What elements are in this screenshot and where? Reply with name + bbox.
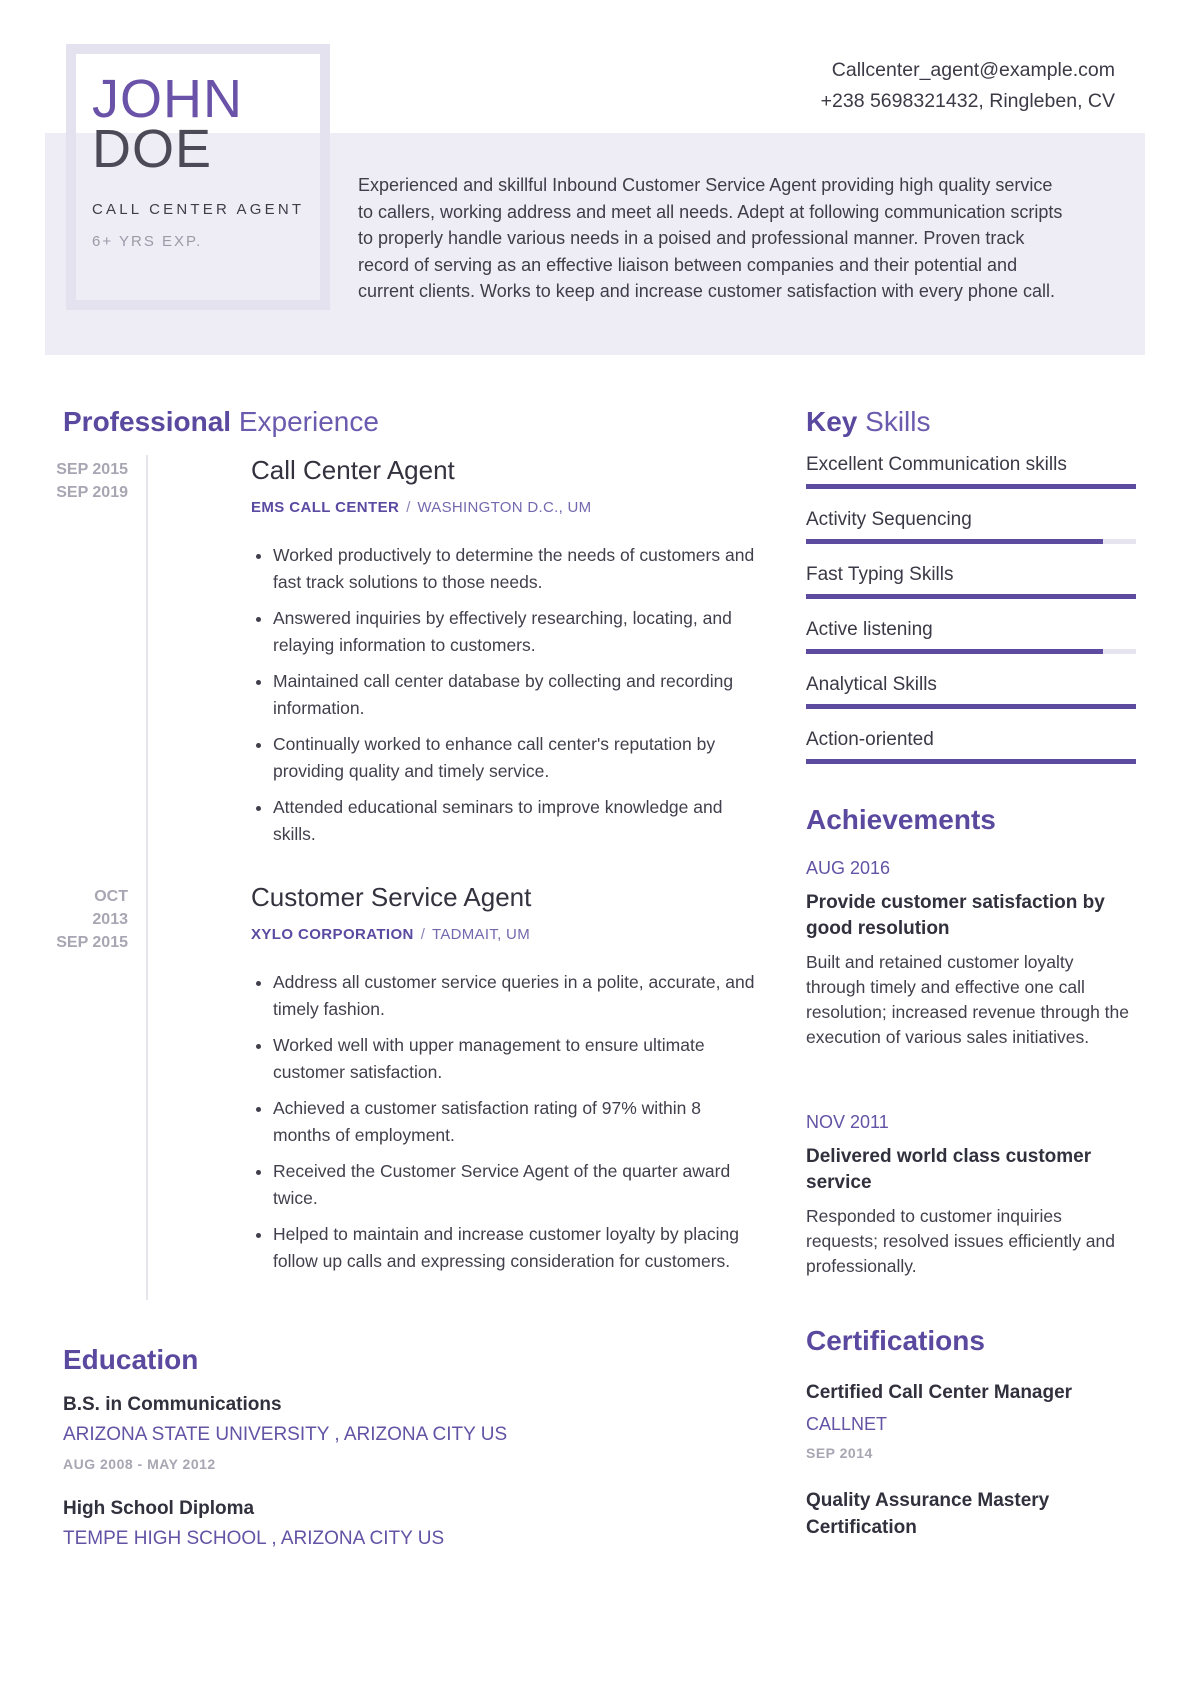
- job-subtitle: [251, 926, 756, 943]
- job-location: WASHINGTON D.C., UM: [417, 499, 592, 516]
- skill-bar: [806, 484, 1136, 489]
- certification-title: Quality Assurance Mastery Certification: [806, 1490, 1050, 1538]
- name-box: [66, 44, 330, 310]
- certifications-section-heading: Certifications: [806, 1325, 985, 1356]
- skill-bar: [806, 759, 1136, 764]
- job-bullet: • Attended educational seminars to improve knowledge and skills.: [273, 794, 756, 848]
- education-item-2: [63, 1498, 688, 1550]
- job-bullet: • Helped to maintain and increase customer loyalty by placing follow up calls and expressing consideration for customers.: [273, 1221, 756, 1275]
- summary-text: Experienced and skillful Inbound Customer Service Agent providing high quality service to callers, working address and meet all needs. Adept at following communication scripts to properly handle various needs in a poised and professional manner. Proven track record of serving as an effective liaison between companies and their potential and current clients. Works to keep and increase customer satisfaction with every phone call.: [358, 175, 1063, 301]
- first-name: JOHN: [92, 69, 243, 129]
- skill-item: [806, 509, 1136, 544]
- job-body: [128, 455, 756, 857]
- job-bullet: • Maintained call center database by collecting and recording information.: [273, 668, 756, 722]
- skill-label: Analytical Skills: [806, 674, 937, 695]
- job-separator: /: [406, 499, 411, 516]
- contact-phone-location: +238 5698321432, Ringleben, CV: [820, 90, 1115, 112]
- skill-bar: [806, 594, 1136, 599]
- education-dates: AUG 2008 - MAY 2012: [63, 1456, 216, 1472]
- achievement-description: Built and retained customer loyalty through timely and effective one call resolution; increased revenue through the execution of various sales initiatives.: [806, 952, 1129, 1047]
- job-date-start: OCT 2013: [92, 888, 128, 928]
- skills-section-heading: [806, 406, 1136, 438]
- skill-bar: [806, 649, 1136, 654]
- job-separator: /: [420, 926, 425, 943]
- skill-label: Fast Typing Skills: [806, 564, 954, 585]
- achievement-item-1: [806, 856, 1136, 1050]
- job-bullet-list: [251, 542, 756, 848]
- contact-email: Callcenter_agent@example.com: [831, 59, 1115, 81]
- skill-bar-fill: [806, 484, 1136, 489]
- job-title: Customer Service Agent: [251, 882, 532, 912]
- achievement-title: Provide customer satisfaction by good resolution: [806, 892, 1105, 939]
- skill-label: Action-oriented: [806, 729, 934, 750]
- achievement-date: NOV 2011: [806, 1112, 889, 1132]
- skills-heading-rest: Skills: [857, 406, 931, 437]
- job-entry-1: [55, 455, 756, 857]
- experience-badge: 6+ YRS EXP.: [92, 233, 203, 250]
- job-dates: [55, 455, 128, 857]
- job-date-end: SEP 2019: [56, 484, 128, 501]
- job-bullet: • Answered inquiries by effectively researching, locating, and relaying information to customers.: [273, 605, 756, 659]
- skill-item: [806, 564, 1136, 599]
- skill-list: [806, 454, 1136, 764]
- skill-bar-fill: [806, 759, 1136, 764]
- skills-heading-bold: Key: [806, 406, 858, 437]
- certification-title: Certified Call Center Manager: [806, 1382, 1073, 1403]
- certification-item-2: [806, 1487, 1136, 1541]
- achievement-description: Responded to customer inquiries requests; resolved issues efficiently and professionally.: [806, 1206, 1116, 1276]
- skill-bar-fill: [806, 594, 1136, 599]
- job-bullet: • Worked productively to determine the needs of customers and fast track solutions to those needs.: [273, 542, 756, 596]
- right-column: [806, 406, 1136, 1541]
- contact-block: [821, 55, 1115, 117]
- job-date-start: SEP 2015: [56, 461, 128, 478]
- job-location: TADMAIT, UM: [431, 926, 530, 943]
- skill-label: Active listening: [806, 619, 933, 640]
- achievement-title: Delivered world class customer service: [806, 1146, 1092, 1193]
- certification-date: SEP 2014: [806, 1445, 873, 1461]
- education-item-1: [63, 1394, 688, 1472]
- achievement-item-2: [806, 1110, 1136, 1279]
- skill-bar-fill: [806, 704, 1136, 709]
- education-degree: High School Diploma: [63, 1498, 255, 1519]
- education-section-heading: Education: [63, 1344, 199, 1375]
- job-dates: [55, 882, 128, 1284]
- role-title: CALL CENTER AGENT: [92, 201, 305, 218]
- experience-heading-rest: Experience: [231, 406, 379, 437]
- education-degree: B.S. in Communications: [63, 1394, 282, 1415]
- achievements-section-heading: Achievements: [806, 804, 996, 835]
- skill-bar-fill: [806, 649, 1103, 654]
- education-school: ARIZONA STATE UNIVERSITY , ARIZONA CITY US: [63, 1424, 508, 1445]
- job-company: EMS CALL CENTER: [251, 499, 400, 516]
- job-bullet: • Received the Customer Service Agent of the quarter award twice.: [273, 1158, 756, 1212]
- skill-label: Activity Sequencing: [806, 509, 972, 530]
- job-subtitle: [251, 499, 756, 516]
- job-bullet: • Address all customer service queries in a polite, accurate, and timely fashion.: [273, 969, 756, 1023]
- job-bullet: • Continually worked to enhance call center's reputation by providing quality and timely service.: [273, 731, 756, 785]
- candidate-name: [92, 69, 310, 179]
- job-bullet: • Achieved a customer satisfaction rating of 97% within 8 months of employment.: [273, 1095, 756, 1149]
- skill-item: [806, 619, 1136, 654]
- skill-item: [806, 729, 1136, 764]
- job-company: XYLO CORPORATION: [251, 926, 414, 943]
- job-title: Call Center Agent: [251, 455, 455, 485]
- experience-heading-bold: Professional: [63, 406, 232, 437]
- certification-issuer: CALLNET: [806, 1414, 888, 1434]
- skill-bar: [806, 539, 1136, 544]
- education-school: TEMPE HIGH SCHOOL , ARIZONA CITY US: [63, 1528, 445, 1549]
- certification-item-1: [806, 1379, 1136, 1461]
- job-date-end: SEP 2015: [56, 934, 128, 951]
- skill-item: [806, 674, 1136, 709]
- job-body: [128, 882, 756, 1284]
- last-name: DOE: [92, 119, 213, 179]
- job-entry-2: [55, 882, 756, 1284]
- education-section: [63, 1344, 688, 1550]
- skill-bar: [806, 704, 1136, 709]
- experience-section-heading: [63, 406, 379, 438]
- skill-bar-fill: [806, 539, 1103, 544]
- achievement-date: AUG 2016: [806, 858, 891, 878]
- job-bullet-list: [251, 969, 756, 1275]
- skill-label: Excellent Communication skills: [806, 454, 1067, 475]
- skill-item: [806, 454, 1136, 489]
- job-bullet: • Worked well with upper management to ensure ultimate customer satisfaction.: [273, 1032, 756, 1086]
